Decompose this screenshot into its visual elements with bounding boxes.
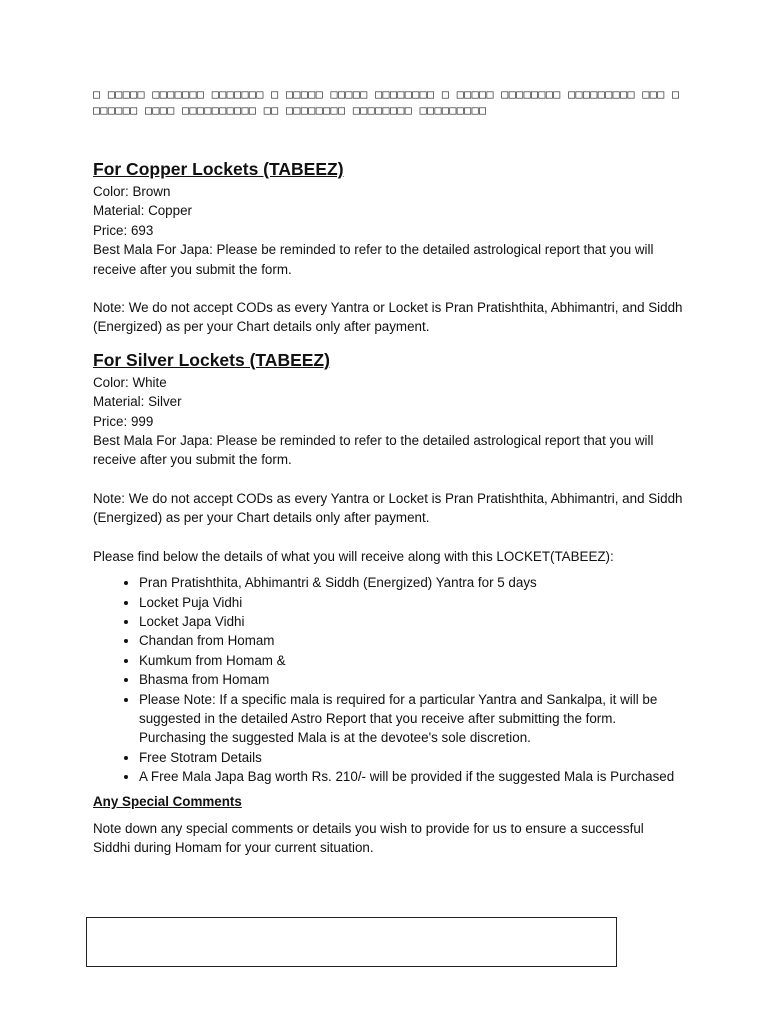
spacer (93, 337, 683, 349)
comments-heading: Any Special Comments (93, 793, 242, 809)
details-intro: Please find below the details of what you will receive along with this LOCKET(TABEEZ): (93, 548, 614, 564)
spacer (93, 470, 683, 489)
spacer (93, 528, 683, 547)
copper-material: Material: Copper (93, 203, 192, 219)
silver-material: Material: Silver (93, 394, 182, 410)
list-item: • Pran Pratishthita, Abhimantri & Siddh (Energized) Yantra for 5 days (139, 573, 683, 592)
copper-best-mala: Best Mala For Japa: Please be reminded to refer to the detailed astrological report that you will receive after you submit the form. (93, 242, 654, 277)
silver-color: Color: White (93, 374, 167, 390)
copper-heading: For Copper Lockets (TABEEZ) (93, 159, 344, 179)
list-item: • Chandan from Homam (139, 631, 683, 650)
copper-price: Price: 693 (93, 222, 154, 238)
document-body (93, 86, 683, 858)
copper-section (93, 158, 683, 337)
list-item: • Free Stotram Details (139, 748, 683, 767)
list-item: • Locket Puja Vidhi (139, 593, 683, 612)
comments-input[interactable] (86, 917, 617, 967)
silver-section (93, 349, 683, 528)
details-list (93, 573, 683, 786)
silver-note: Note: We do not accept CODs as every Yantra or Locket is Pran Pratishthita, Abhimantri, and Siddh (Energized) as per your Chart details only after payment. (93, 490, 683, 526)
list-item: • Kumkum from Homam & (139, 651, 683, 670)
silver-best-mala: Best Mala For Japa: Please be reminded to refer to the detailed astrological report that you will receive after you submit the form. (93, 433, 654, 468)
copper-color: Color: Brown (93, 184, 171, 199)
spacer (93, 279, 683, 298)
list-item: • A Free Mala Japa Bag worth Rs. 210/- will be provided if the suggested Mala is Purchased (139, 767, 683, 786)
list-item: • Bhasma from Homam (139, 670, 683, 689)
copper-note: Note: We do not accept CODs as every Yantra or Locket is Pran Pratishthita, Abhimantri, and Siddh (Energized) as per your Chart details only after payment. (93, 300, 683, 335)
silver-heading: For Silver Lockets (TABEEZ) (93, 349, 330, 370)
comments-text: Note down any special comments or details you wish to provide for us to ensure a successful Siddhi during Homam for your current situation. (93, 820, 644, 856)
silver-price: Price: 999 (93, 413, 154, 429)
list-item: • Please Note: If a specific mala is required for a particular Yantra and Sankalpa, it will be suggested in the detailed Astro Report that you receive after submitting the form. Purchasing the suggested Mala is at the devotee's sole discretion. (139, 690, 683, 748)
intro-text: □ □□□□□ □□□□□□□ □□□□□□□ □ □□□□□ □□□□□ □□□□□□□□ □ □□□□□ □□□□□□□□ □□□□□□□□□ □□□ □□□□□□□ □□□□ □□□□□□□□□□ □□ □□□□□□□□ □□□□□□□□ □□□□□□□□□ (93, 87, 680, 117)
list-item: • Locket Japa Vidhi (139, 612, 683, 631)
